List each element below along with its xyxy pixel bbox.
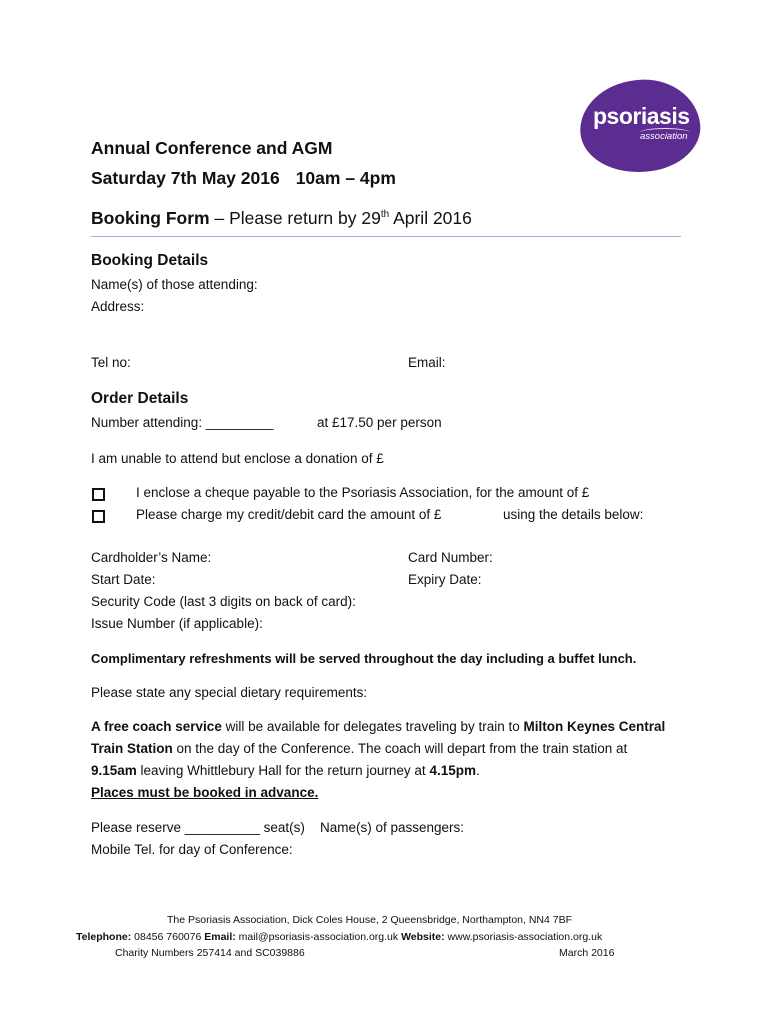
places-booked-notice: Places must be booked in advance.	[91, 785, 319, 800]
card-option-label: Please charge my credit/debit card the amount of £	[136, 507, 442, 522]
booking-form-label: Booking Form	[91, 208, 210, 228]
issue-number-label: Issue Number (if applicable):	[91, 616, 263, 631]
footer-website[interactable]: www.psoriasis-association.org.uk	[444, 931, 603, 943]
tel-field-label: Tel no:	[91, 355, 131, 370]
number-attending-field: Number attending: _________	[91, 415, 274, 430]
email-field-label: Email:	[408, 355, 446, 370]
names-field-label: Name(s) of those attending:	[91, 277, 258, 292]
coach-line-2	[91, 741, 627, 756]
conference-title: Annual Conference and AGM	[91, 138, 333, 158]
time-text: 10am – 4pm	[295, 168, 396, 188]
footer-email-label: Email:	[204, 931, 236, 943]
footer-web-label: Website:	[401, 931, 445, 943]
return-by-end: April 2016	[389, 208, 472, 228]
coach-train-station: Train Station	[91, 741, 173, 756]
return-by-text: – Please return by 29	[209, 208, 381, 228]
coach-l3-text: leaving Whittlebury Hall for the return journey at	[136, 763, 430, 778]
security-code-label: Security Code (last 3 digits on back of card):	[91, 594, 356, 609]
card-details-label: using the details below:	[503, 507, 644, 522]
coach-return-time: 4.15pm	[429, 763, 476, 778]
price-per-person: at £17.50 per person	[317, 415, 442, 430]
passenger-names-label: Name(s) of passengers:	[320, 820, 465, 835]
expiry-date-label: Expiry Date:	[408, 572, 482, 587]
footer-tel-label: Telephone:	[76, 931, 132, 943]
order-details-heading: Order Details	[91, 390, 189, 407]
cardholder-name-label: Cardholder’s Name:	[91, 550, 212, 565]
footer-date: March 2016	[559, 947, 615, 959]
mobile-tel-label: Mobile Tel. for day of Conference:	[91, 842, 293, 857]
header-divider	[91, 236, 681, 237]
footer-tel: 08456 760076	[131, 931, 205, 943]
refreshments-note: Complimentary refreshments will be served throughout the day including a buffet lunch.	[91, 651, 637, 666]
coach-l2-text: on the day of the Conference. The coach will depart from the train station at	[172, 741, 628, 756]
coach-line-1	[91, 719, 665, 734]
card-checkbox[interactable]	[92, 510, 105, 523]
coach-l3-end: .	[475, 763, 480, 778]
coach-station-name: Milton Keynes Central	[523, 719, 666, 734]
footer-contact	[76, 931, 602, 943]
logo-wordmark: psoriasis	[593, 103, 690, 129]
return-by-sup: th	[380, 209, 390, 221]
reserve-seats-field: Please reserve __________ seat(s)	[91, 820, 305, 835]
booking-details-heading: Booking Details	[91, 252, 209, 269]
conference-date	[91, 168, 396, 189]
booking-form-title	[91, 208, 472, 229]
footer-charity-numbers: Charity Numbers 257414 and SC039886	[115, 947, 305, 959]
logo-subtitle: association	[640, 131, 688, 142]
donation-line: I am unable to attend but enclose a donation of £	[91, 451, 384, 466]
coach-l1-text: will be available for delegates traveling by train to	[221, 719, 524, 734]
cheque-checkbox[interactable]	[92, 488, 105, 501]
cheque-option-label: I enclose a cheque payable to the Psoriasis Association, for the amount of £	[136, 485, 590, 500]
card-number-label: Card Number:	[408, 550, 493, 565]
coach-free-service: A free coach service	[91, 719, 222, 734]
dietary-requirements-label: Please state any special dietary requirements:	[91, 685, 368, 700]
coach-line-3	[91, 763, 480, 778]
footer-address: The Psoriasis Association, Dick Coles House, 2 Queensbridge, Northampton, NN4 7BF	[167, 914, 573, 926]
start-date-label: Start Date:	[91, 572, 156, 587]
coach-depart-time: 9.15am	[91, 763, 137, 778]
date-text: Saturday 7th May 2016	[91, 168, 280, 188]
address-field-label: Address:	[91, 299, 145, 314]
footer-email[interactable]: mail@psoriasis-association.org.uk	[235, 931, 402, 943]
